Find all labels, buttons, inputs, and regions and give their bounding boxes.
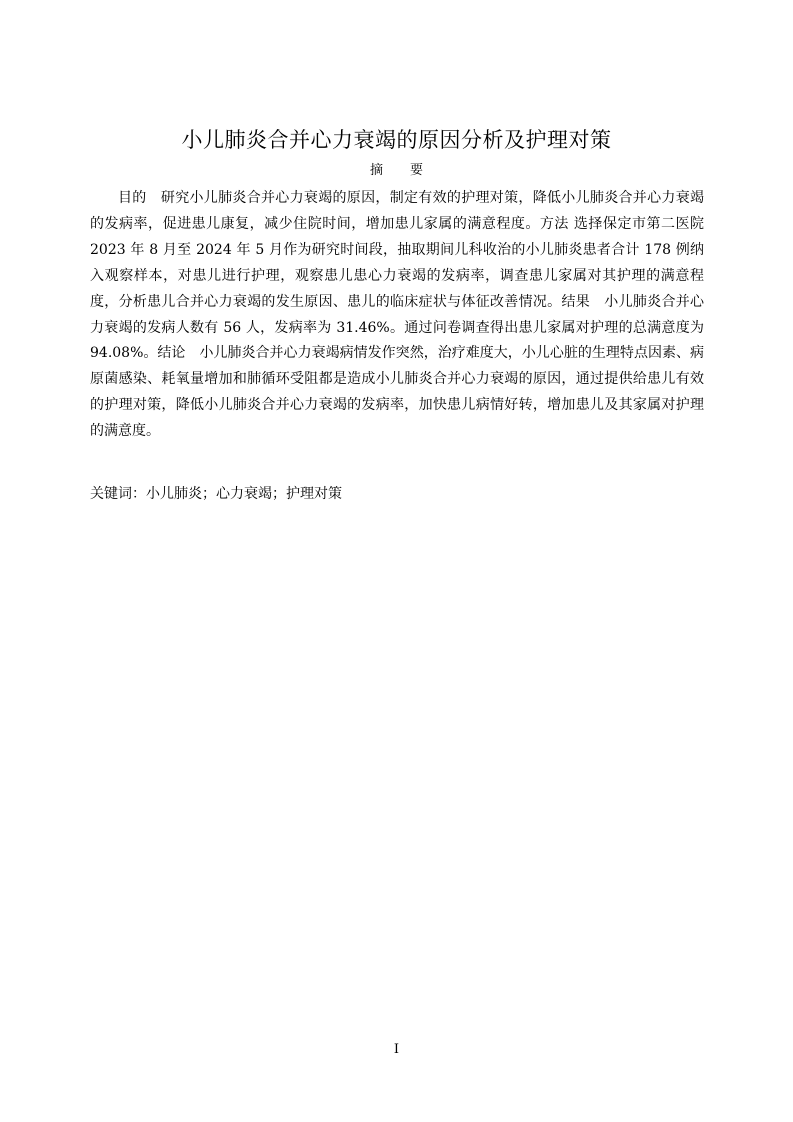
method-text: 选择保定市第二医院 2023 年 8 月至 2024 年 5 月作为研究时间段，抽取期间儿科收治的小儿肺炎患者合计 178 例纳入观察样本，对患儿进行护理，观察患儿患心力衰竭的发病率，调查患儿家属对其护理的满意程度，分析患儿合并心力衰竭的发生原因、患儿的临床症状与体征改善情况。 [90, 215, 705, 310]
paper-title: 小儿肺炎合并心力衰竭的原因分析及护理对策 [181, 128, 612, 152]
page-number: I [393, 1042, 400, 1057]
result-text: 小儿肺炎合并心力衰竭的发病人数有 56 人，发病率为 31.46%。通过问卷调查得出患儿家属对护理的总满意度为 94.08%。 [90, 293, 705, 362]
keywords-text: 小儿肺炎；心力衰竭；护理对策 [146, 486, 342, 502]
abstract-heading [0, 162, 793, 180]
conclusion-text: 小儿肺炎合并心力衰竭病情发作突然，治疗难度大，小儿心脏的生理特点因素、病原菌感染、耗氧量增加和肺循环受阻都是造成小儿肺炎合并心力衰竭的原因，通过提供给患儿有效的护理对策，降低小儿肺炎合并心力衰竭的发病率，加快患儿病情好转，增加患儿及其家属对护理的满意度。 [90, 345, 704, 440]
keywords-line [90, 482, 704, 507]
keywords-label: 关键词： [90, 486, 146, 502]
objective-label: 目的 [118, 190, 147, 206]
conclusion-label: 结论 [157, 345, 186, 362]
abstract-paragraph [90, 186, 704, 445]
method-label: 方法 [539, 215, 569, 232]
abstract-heading-char-2: 要 [410, 163, 424, 178]
abstract-heading-char-1: 摘 [369, 163, 383, 178]
objective-text: 研究小儿肺炎合并心力衰竭的原因，制定有效的护理对策，降低小儿肺炎合并心力衰竭的发病率，促进患儿康复，减少住院时间，增加患儿家属的满意程度。 [90, 190, 705, 232]
result-label: 结果 [561, 293, 591, 310]
